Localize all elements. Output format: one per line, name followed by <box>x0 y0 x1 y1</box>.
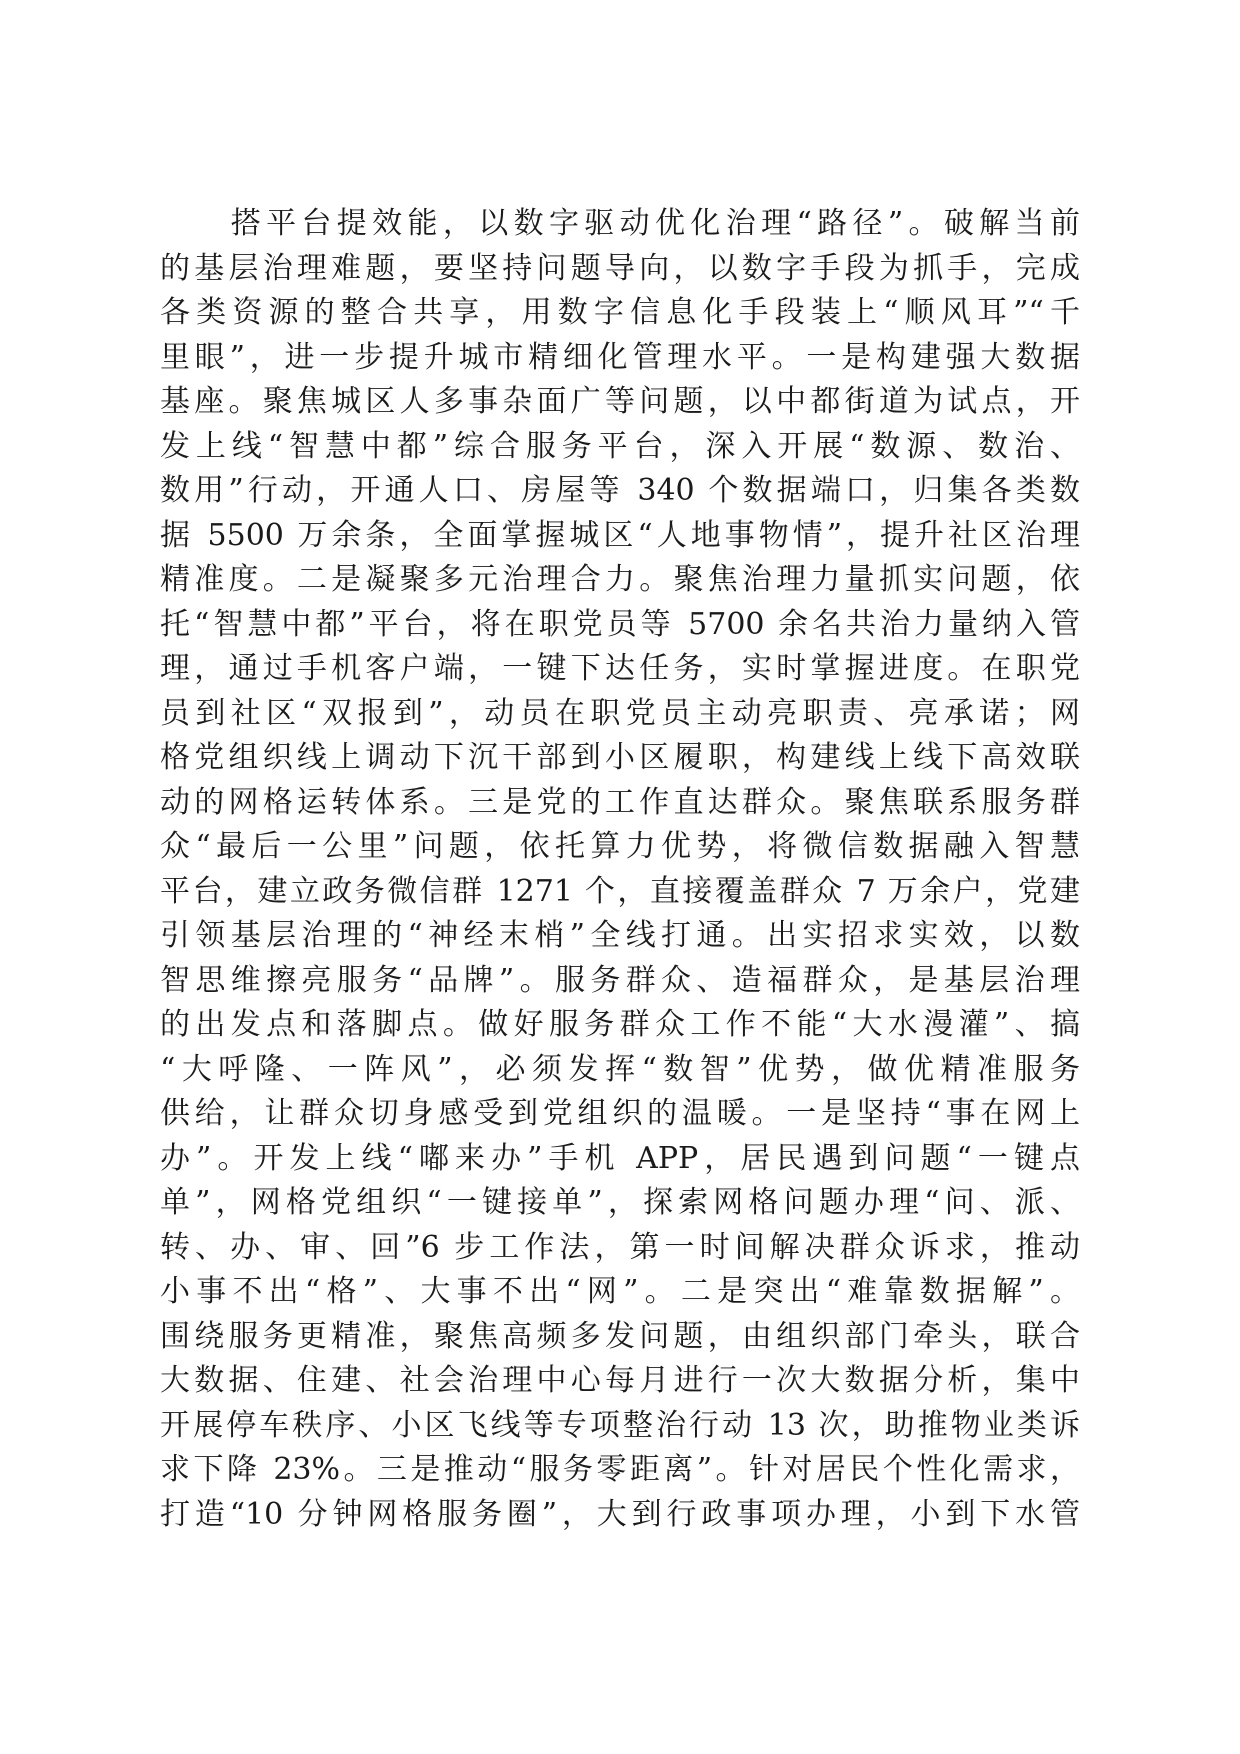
text-line: 据 5500 万余条，全面掌握城区“人地事物情”，提升社区治理 <box>160 517 1080 553</box>
text-line: 转、办、审、回”6 步工作法，第一时间解决群众诉求，推动 <box>160 1229 1080 1265</box>
text-line: 供给，让群众切身感受到党组织的温暖。一是坚持“事在网上 <box>160 1096 1080 1131</box>
text-line: 打造“10 分钟网格服务圈”，大到行政事项办理，小到下水管 <box>160 1496 1080 1532</box>
text-line: 格党组织线上调动下沉干部到小区履职，构建线上线下高效联 <box>160 740 1080 775</box>
text-line: 精准度。二是凝聚多元治理合力。聚焦治理力量抓实问题，依 <box>160 562 1080 597</box>
text-line: 发上线“智慧中都”综合服务平台，深入开展“数源、数治、 <box>160 428 1080 464</box>
text-line: 搭平台提效能，以数字驱动优化治理“路径”。破解当前 <box>160 206 1080 241</box>
text-line: 开展停车秩序、小区飞线等专项整治行动 13 次，助推物业类诉 <box>160 1407 1080 1443</box>
text-line: 里眼”，进一步提升城市精细化管理水平。一是构建强大数据 <box>160 339 1080 375</box>
text-line: 数用”行动，开通人口、房屋等 340 个数据端口，归集各类数 <box>160 473 1080 508</box>
text-line: 各类资源的整合共享，用数字信息化手段装上“顺风耳”“千 <box>160 295 1080 330</box>
text-line: 大数据、住建、社会治理中心每月进行一次大数据分析，集中 <box>160 1363 1080 1398</box>
text-line: 员到社区“双报到”，动员在职党员主动亮职责、亮承诺；网 <box>160 695 1080 731</box>
text-line: 单”，网格党组织“一键接单”，探索网格问题办理“问、派、 <box>160 1185 1080 1220</box>
text-line: 智思维擦亮服务“品牌”。服务群众、造福群众，是基层治理 <box>160 962 1080 998</box>
text-line: 的基层治理难题，要坚持问题导向，以数字手段为抓手，完成 <box>160 250 1080 286</box>
text-line: 动的网格运转体系。三是党的工作直达群众。聚焦联系服务群 <box>160 784 1080 820</box>
text-line: 的出发点和落脚点。做好服务群众工作不能“大水漫灌”、搞 <box>160 1007 1080 1042</box>
body-paragraph <box>160 202 1080 1537</box>
text-line: 引领基层治理的“神经末梢”全线打通。出实招求实效，以数 <box>160 918 1080 953</box>
text-line: 围绕服务更精准，聚焦高频多发问题，由组织部门牵头，联合 <box>160 1318 1080 1354</box>
text-line: 众“最后一公里”问题，依托算力优势，将微信数据融入智慧 <box>160 829 1080 864</box>
text-line: 基座。聚焦城区人多事杂面广等问题，以中都街道为试点，开 <box>160 384 1080 419</box>
text-line: 办”。开发上线“嘟来办”手机 APP，居民遇到问题“一键点 <box>160 1140 1080 1176</box>
text-line: 理，通过手机客户端，一键下达任务，实时掌握进度。在职党 <box>160 651 1080 686</box>
text-line: 小事不出“格”、大事不出“网”。二是突出“难靠数据解”。 <box>160 1274 1080 1309</box>
text-line: 托“智慧中都”平台，将在职党员等 5700 余名共治力量纳入管 <box>160 606 1080 642</box>
text-line: 求下降 23%。三是推动“服务零距离”。针对居民个性化需求， <box>160 1452 1080 1487</box>
text-line: 平台，建立政务微信群 1271 个，直接覆盖群众 7 万余户，党建 <box>160 873 1080 909</box>
text-line: “大呼隆、一阵风”，必须发挥“数智”优势，做优精准服务 <box>160 1051 1080 1087</box>
